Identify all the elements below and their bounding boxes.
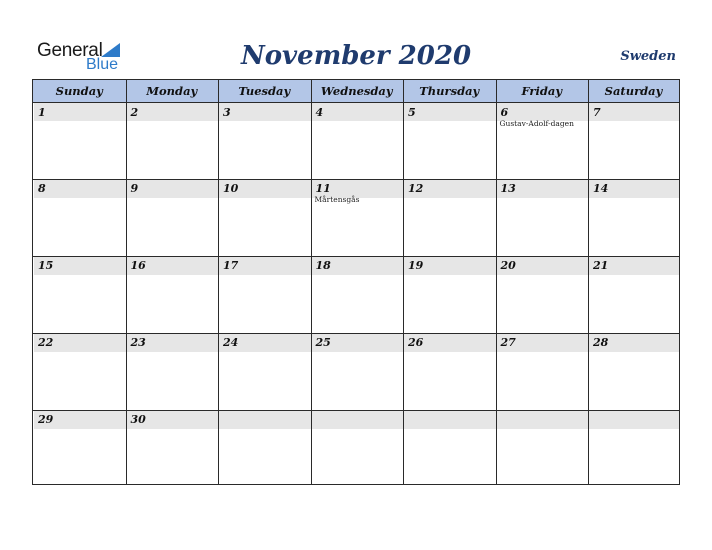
holiday-label: Mårtensgås xyxy=(314,195,360,204)
holiday-label: Gustav-Adolf-dagen xyxy=(499,119,574,128)
day-number-24: 24 xyxy=(223,336,239,349)
date-band xyxy=(34,180,126,198)
date-band xyxy=(589,103,679,121)
date-band xyxy=(34,103,126,121)
date-band xyxy=(127,180,219,198)
weekday-header-row xyxy=(33,80,679,103)
day-number-8: 8 xyxy=(38,182,46,195)
weekday-header-wednesday: Wednesday xyxy=(320,84,393,98)
date-band xyxy=(497,411,589,429)
day-number-10: 10 xyxy=(223,182,239,195)
date-band xyxy=(219,103,311,121)
date-band xyxy=(312,103,404,121)
day-number-26: 26 xyxy=(408,336,424,349)
day-number-27: 27 xyxy=(500,336,516,349)
day-number-17: 17 xyxy=(223,259,239,272)
column-divider xyxy=(588,80,589,484)
day-number-3: 3 xyxy=(223,106,231,119)
row-divider xyxy=(33,410,679,411)
day-number-28: 28 xyxy=(593,336,609,349)
day-number-2: 2 xyxy=(130,106,139,119)
weekday-header-saturday: Saturday xyxy=(604,84,663,98)
column-divider xyxy=(126,80,127,484)
calendar-grid xyxy=(32,79,680,485)
column-divider xyxy=(218,80,219,484)
day-number-20: 20 xyxy=(500,259,516,272)
day-number-30: 30 xyxy=(130,413,146,426)
country-label: Sweden xyxy=(620,49,676,64)
day-number-18: 18 xyxy=(315,259,331,272)
date-band xyxy=(589,411,679,429)
day-number-25: 25 xyxy=(315,336,331,349)
row-divider xyxy=(33,333,679,334)
day-number-9: 9 xyxy=(130,182,139,195)
day-number-6: 6 xyxy=(500,106,509,119)
day-number-4: 4 xyxy=(315,106,324,119)
logo-text-general: General xyxy=(37,40,103,61)
date-band xyxy=(127,103,219,121)
weekday-header-monday: Monday xyxy=(146,84,198,98)
day-number-14: 14 xyxy=(593,182,609,195)
day-number-22: 22 xyxy=(38,336,54,349)
date-band xyxy=(404,411,496,429)
day-number-29: 29 xyxy=(38,413,54,426)
day-number-11: 11 xyxy=(315,182,331,195)
day-number-19: 19 xyxy=(408,259,424,272)
date-band xyxy=(404,103,496,121)
day-number-12: 12 xyxy=(408,182,424,195)
day-number-5: 5 xyxy=(408,106,416,119)
calendar-title: November 2020 xyxy=(240,41,472,71)
day-number-15: 15 xyxy=(38,259,54,272)
date-band xyxy=(312,411,404,429)
date-band xyxy=(219,411,311,429)
column-divider xyxy=(403,80,404,484)
day-number-21: 21 xyxy=(593,259,609,272)
logo-text-blue: Blue xyxy=(86,56,119,73)
weekday-header-thursday: Thursday xyxy=(419,84,480,98)
column-divider xyxy=(496,80,497,484)
weekday-header-friday: Friday xyxy=(521,84,563,98)
row-divider xyxy=(33,179,679,180)
day-number-1: 1 xyxy=(38,106,46,119)
day-number-13: 13 xyxy=(500,182,516,195)
day-number-23: 23 xyxy=(130,336,146,349)
weekday-header-tuesday: Tuesday xyxy=(238,84,291,98)
day-number-16: 16 xyxy=(130,259,146,272)
weekday-header-sunday: Sunday xyxy=(55,84,103,98)
row-divider xyxy=(33,256,679,257)
day-number-7: 7 xyxy=(593,106,601,119)
column-divider xyxy=(311,80,312,484)
